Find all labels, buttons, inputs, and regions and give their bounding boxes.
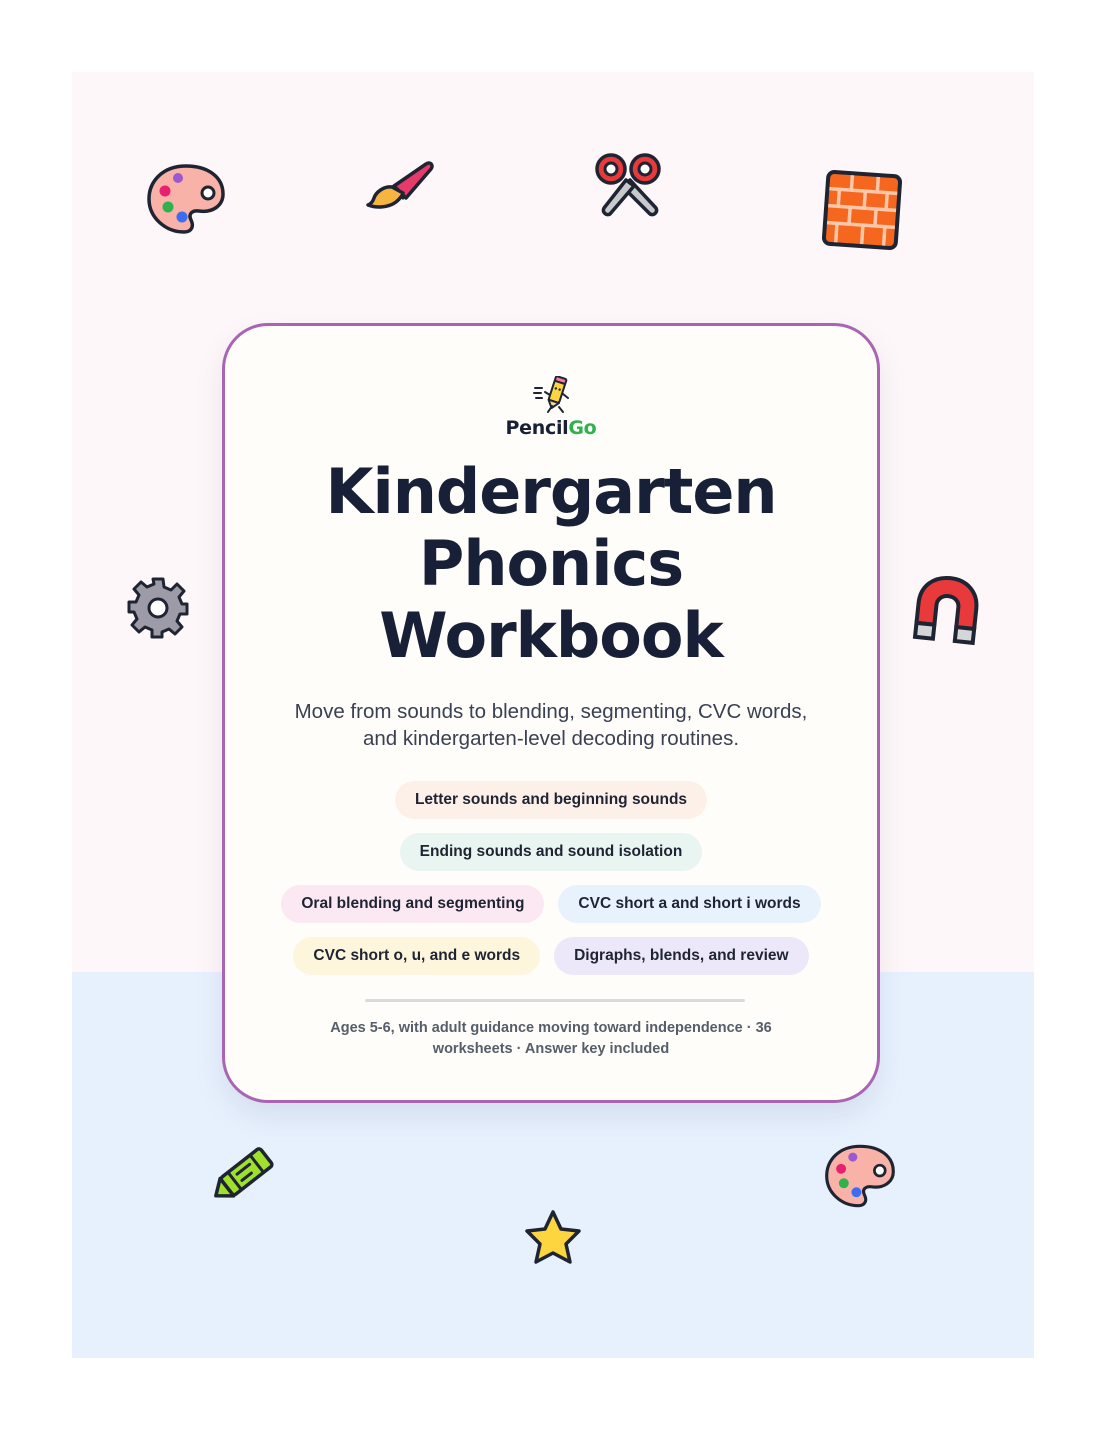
brick-wall-icon (820, 168, 904, 252)
brand-logo (225, 417, 877, 439)
topic-chip: Digraphs, blends, and review (554, 937, 808, 975)
meta-line-1: Ages 5-6, with adult guidance moving toward independence · 36 (330, 1020, 772, 1036)
topic-chip: CVC short a and short i words (558, 885, 820, 923)
chip-row (225, 833, 877, 871)
paintbrush-icon (366, 158, 436, 210)
page-title (225, 456, 877, 672)
title-line-1: Kindergarten (325, 455, 777, 528)
pencil-mascot-icon (533, 376, 573, 414)
subtitle (265, 698, 837, 752)
gear-icon (126, 576, 190, 640)
star-icon (522, 1208, 584, 1268)
topic-chip: Letter sounds and beginning sounds (395, 781, 707, 819)
subtitle-line-1: Move from sounds to blending, segmenting, CVC words, (294, 700, 808, 723)
magnet-icon (912, 574, 982, 646)
topic-chip: Oral blending and segmenting (281, 885, 544, 923)
meta-line-2: worksheets · Answer key included (432, 1041, 670, 1057)
scissors-icon (592, 150, 664, 220)
chip-row (225, 781, 877, 819)
title-line-2: Phonics (418, 527, 684, 600)
divider (365, 999, 745, 1002)
palette-icon (824, 1142, 896, 1210)
brand-name-part2: Go (568, 417, 597, 439)
chip-row (225, 937, 877, 975)
topic-chip-list (225, 781, 877, 989)
cover-card (222, 323, 880, 1103)
meta-info (315, 1018, 787, 1060)
crayon-icon (208, 1140, 282, 1206)
brand-name-part1: Pencil (505, 417, 569, 439)
subtitle-line-2: and kindergarten-level decoding routines. (362, 727, 740, 750)
chip-row (225, 885, 877, 923)
topic-chip: CVC short o, u, and e words (293, 937, 540, 975)
title-line-3: Workbook (379, 599, 723, 672)
topic-chip: Ending sounds and sound isolation (400, 833, 703, 871)
palette-icon (146, 162, 226, 236)
